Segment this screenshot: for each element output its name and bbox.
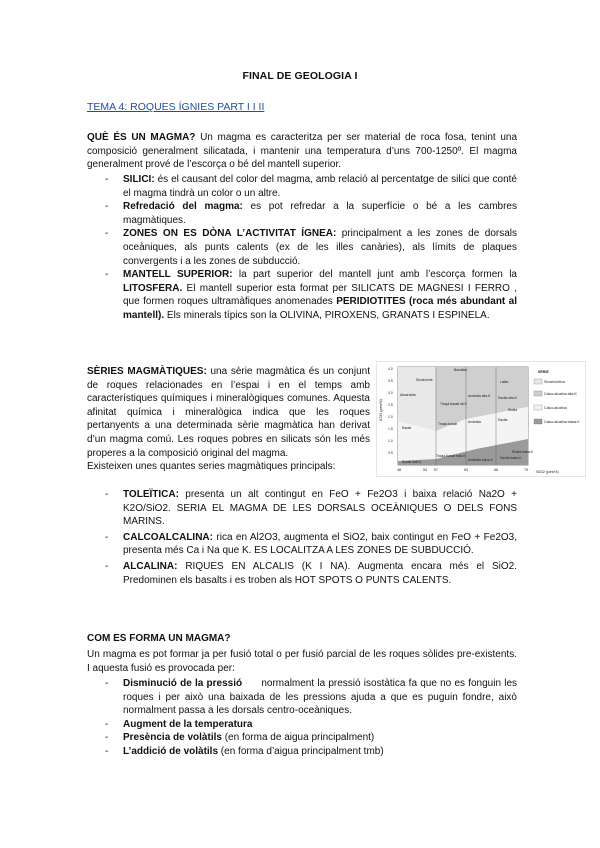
svg-text:Traqui-basalt baix-K: Traqui-basalt baix-K (436, 454, 466, 458)
series-paragraph (87, 365, 370, 460)
svg-text:Andesita baixa-K: Andesita baixa-K (468, 458, 493, 462)
svg-text:Andesita: Andesita (468, 420, 481, 424)
svg-text:3.5: 3.5 (388, 379, 393, 383)
magma-intro: Un magma es caracteritza per ser material de roca fosa, tenint una composició generalment silicatada, i mantenir una temperatura d’uns 700-1250º. El magma generalment prové de l’escorça o bé del mantell superior. (87, 132, 518, 171)
series-heading: SÈRIES MAGMÀTIQUES: (87, 366, 207, 377)
svg-text:SÈRIE: SÈRIE (538, 370, 549, 374)
svg-text:2.5: 2.5 (388, 403, 393, 407)
list-item: - SILICI: és el causant del color del magma, amb relació al percentatge de silici que conté el magma tindrà un color o un altre. (105, 173, 517, 200)
svg-text:4.0: 4.0 (388, 367, 393, 371)
list-item: - TOLEÏTICA: presenta un alt contingut en FeO + Fe2O3 i baixa relació Na2O + K2O/SiO2. SERIA EL MAGMA DE LES DORSALS OCEÀNIQUES O DELS FONS MARINS. (105, 488, 517, 529)
svg-text:Traqui-basalt: Traqui-basalt (438, 422, 458, 426)
svg-text:Basalt: Basalt (402, 426, 412, 430)
formation-intro: Un magma es pot formar ja per fusió total o per fusió parcial de les roques sòlides pre-existents. I aquesta fusió es provocada per: (87, 649, 517, 674)
svg-text:Calco-alcalina: Calco-alcalina (544, 406, 567, 410)
svg-text:Basalt baix-K: Basalt baix-K (402, 460, 422, 464)
svg-text:Riolita: Riolita (508, 408, 518, 412)
formation-heading: COM ES FORMA UN MAGMA? (87, 633, 231, 644)
svg-text:Andesita alta-K: Andesita alta-K (468, 394, 491, 398)
svg-text:75: 75 (524, 468, 528, 472)
svg-text:Traqui-basalt alt-K: Traqui-basalt alt-K (440, 402, 467, 406)
list-item: - Augment de la temperatura (105, 718, 517, 732)
list-item: - CALCOALCALINA: rica en Al2O3, augmenta el SiO2, baix contingut en FeO + Fe2O3, presenta més Ca i Na que K. ES LOCALITZA A LES ZONES DE SUBDUCCIÓ. (105, 531, 517, 558)
svg-text:48: 48 (397, 468, 401, 472)
svg-text:Calco-alcalina baixa-K: Calco-alcalina baixa-K (544, 420, 580, 424)
svg-text:1.0: 1.0 (388, 439, 393, 443)
svg-text:Dacita: Dacita (498, 418, 508, 422)
svg-text:63: 63 (464, 468, 468, 472)
diagram-y-label: K2O (pes%) (378, 399, 383, 421)
list-item: - L’addició de volàtils (en forma d’aigua principalment tmb) (105, 745, 517, 759)
magma-heading: QUÈ ÉS UN MAGMA? (87, 132, 196, 143)
svg-text:Dacita alta-K: Dacita alta-K (498, 396, 517, 400)
svg-text:Calco-alcalina alta-K: Calco-alcalina alta-K (544, 392, 577, 396)
series-diagram (376, 361, 586, 477)
list-item: - Refredació del magma: es pot refredar a la superfície o bé a les cambres magmàtiques. (105, 200, 517, 227)
svg-text:Dacita baixa-K: Dacita baixa-K (500, 456, 522, 460)
list-item: - ZONES ON ES DÒNA L’ACTIVITAT ÍGNEA: principalment a les zones de dorsals oceàniques, als punts calents (ex de les illes canàries), als límits de plaques convergents i a les zones de subducció. (105, 227, 517, 268)
svg-text:3.0: 3.0 (388, 391, 393, 395)
section-heading: TEMA 4: ROQUES ÍGNIES PART I I II (87, 101, 265, 113)
diagram-x-label: SiO2 (pes%) (536, 469, 559, 474)
series-intro-2: Existeixen unes quantes series magmàtiques principals: (87, 461, 336, 472)
list-item: - Presència de volàtils (en forma de aigua principalment) (105, 731, 517, 745)
svg-text:0.5: 0.5 (388, 451, 393, 455)
svg-text:Shoshonítica: Shoshonítica (544, 380, 565, 384)
list-item: - Disminució de la pressió normalment la pressió isostàtica fa que no es fonguin les roques i per això una baixada de les pressions ajuda a que es puguin fondre, això normalment passa a les dorsals centro-oceàniques. (105, 677, 517, 718)
formation-list (105, 677, 520, 759)
svg-text:2.0: 2.0 (388, 415, 393, 419)
magma-list (105, 173, 517, 323)
svg-text:Latita: Latita (500, 380, 509, 384)
svg-text:1.5: 1.5 (388, 427, 393, 431)
svg-text:53: 53 (423, 468, 427, 472)
document-title: FINAL DE GEOLOGIA I (242, 70, 358, 82)
series-intro: una sèrie magmàtica és un conjunt de roques relacionades en l’espai i en el temps amb característiques químiques i mineralògiques comunes. Aquesta afinitat química i mineralògica indica que les roques pertanyents a una determinada sèrie magmàtica han derivat d’un magma comú. Les roques pobres en silicats són les més properes a la composició original del magma. (87, 366, 370, 459)
svg-text:Shoshonita: Shoshonita (416, 378, 433, 382)
svg-text:68: 68 (494, 468, 498, 472)
svg-text:Riolita baixa-K: Riolita baixa-K (512, 450, 534, 454)
list-item: - ALCALINA: RIQUES EN ALCALIS (K I NA). Augmenta encara més el SiO2. Predominen els basalts i es troben als HOT SPOTS O PUNTS CALENTS. (105, 560, 517, 587)
series-list (105, 488, 517, 587)
svg-text:Banakita: Banakita (454, 368, 467, 372)
magma-paragraph (87, 131, 517, 172)
list-item: - MANTELL SUPERIOR: la part superior del mantell junt amb l’escorça formen la LITOSFERA. El mantell superior esta format per SILICATS DE MAGNESI I FERRO , que formen roques ultramàfiques anomenades PERIDIOTITES (roca més abundant al mantell). Els minerals típics son la OLIVINA, PIROXENS, GRANATS I ESPINELA. (105, 268, 517, 322)
svg-text:57: 57 (434, 468, 438, 472)
svg-text:Absarokita: Absarokita (400, 393, 416, 397)
